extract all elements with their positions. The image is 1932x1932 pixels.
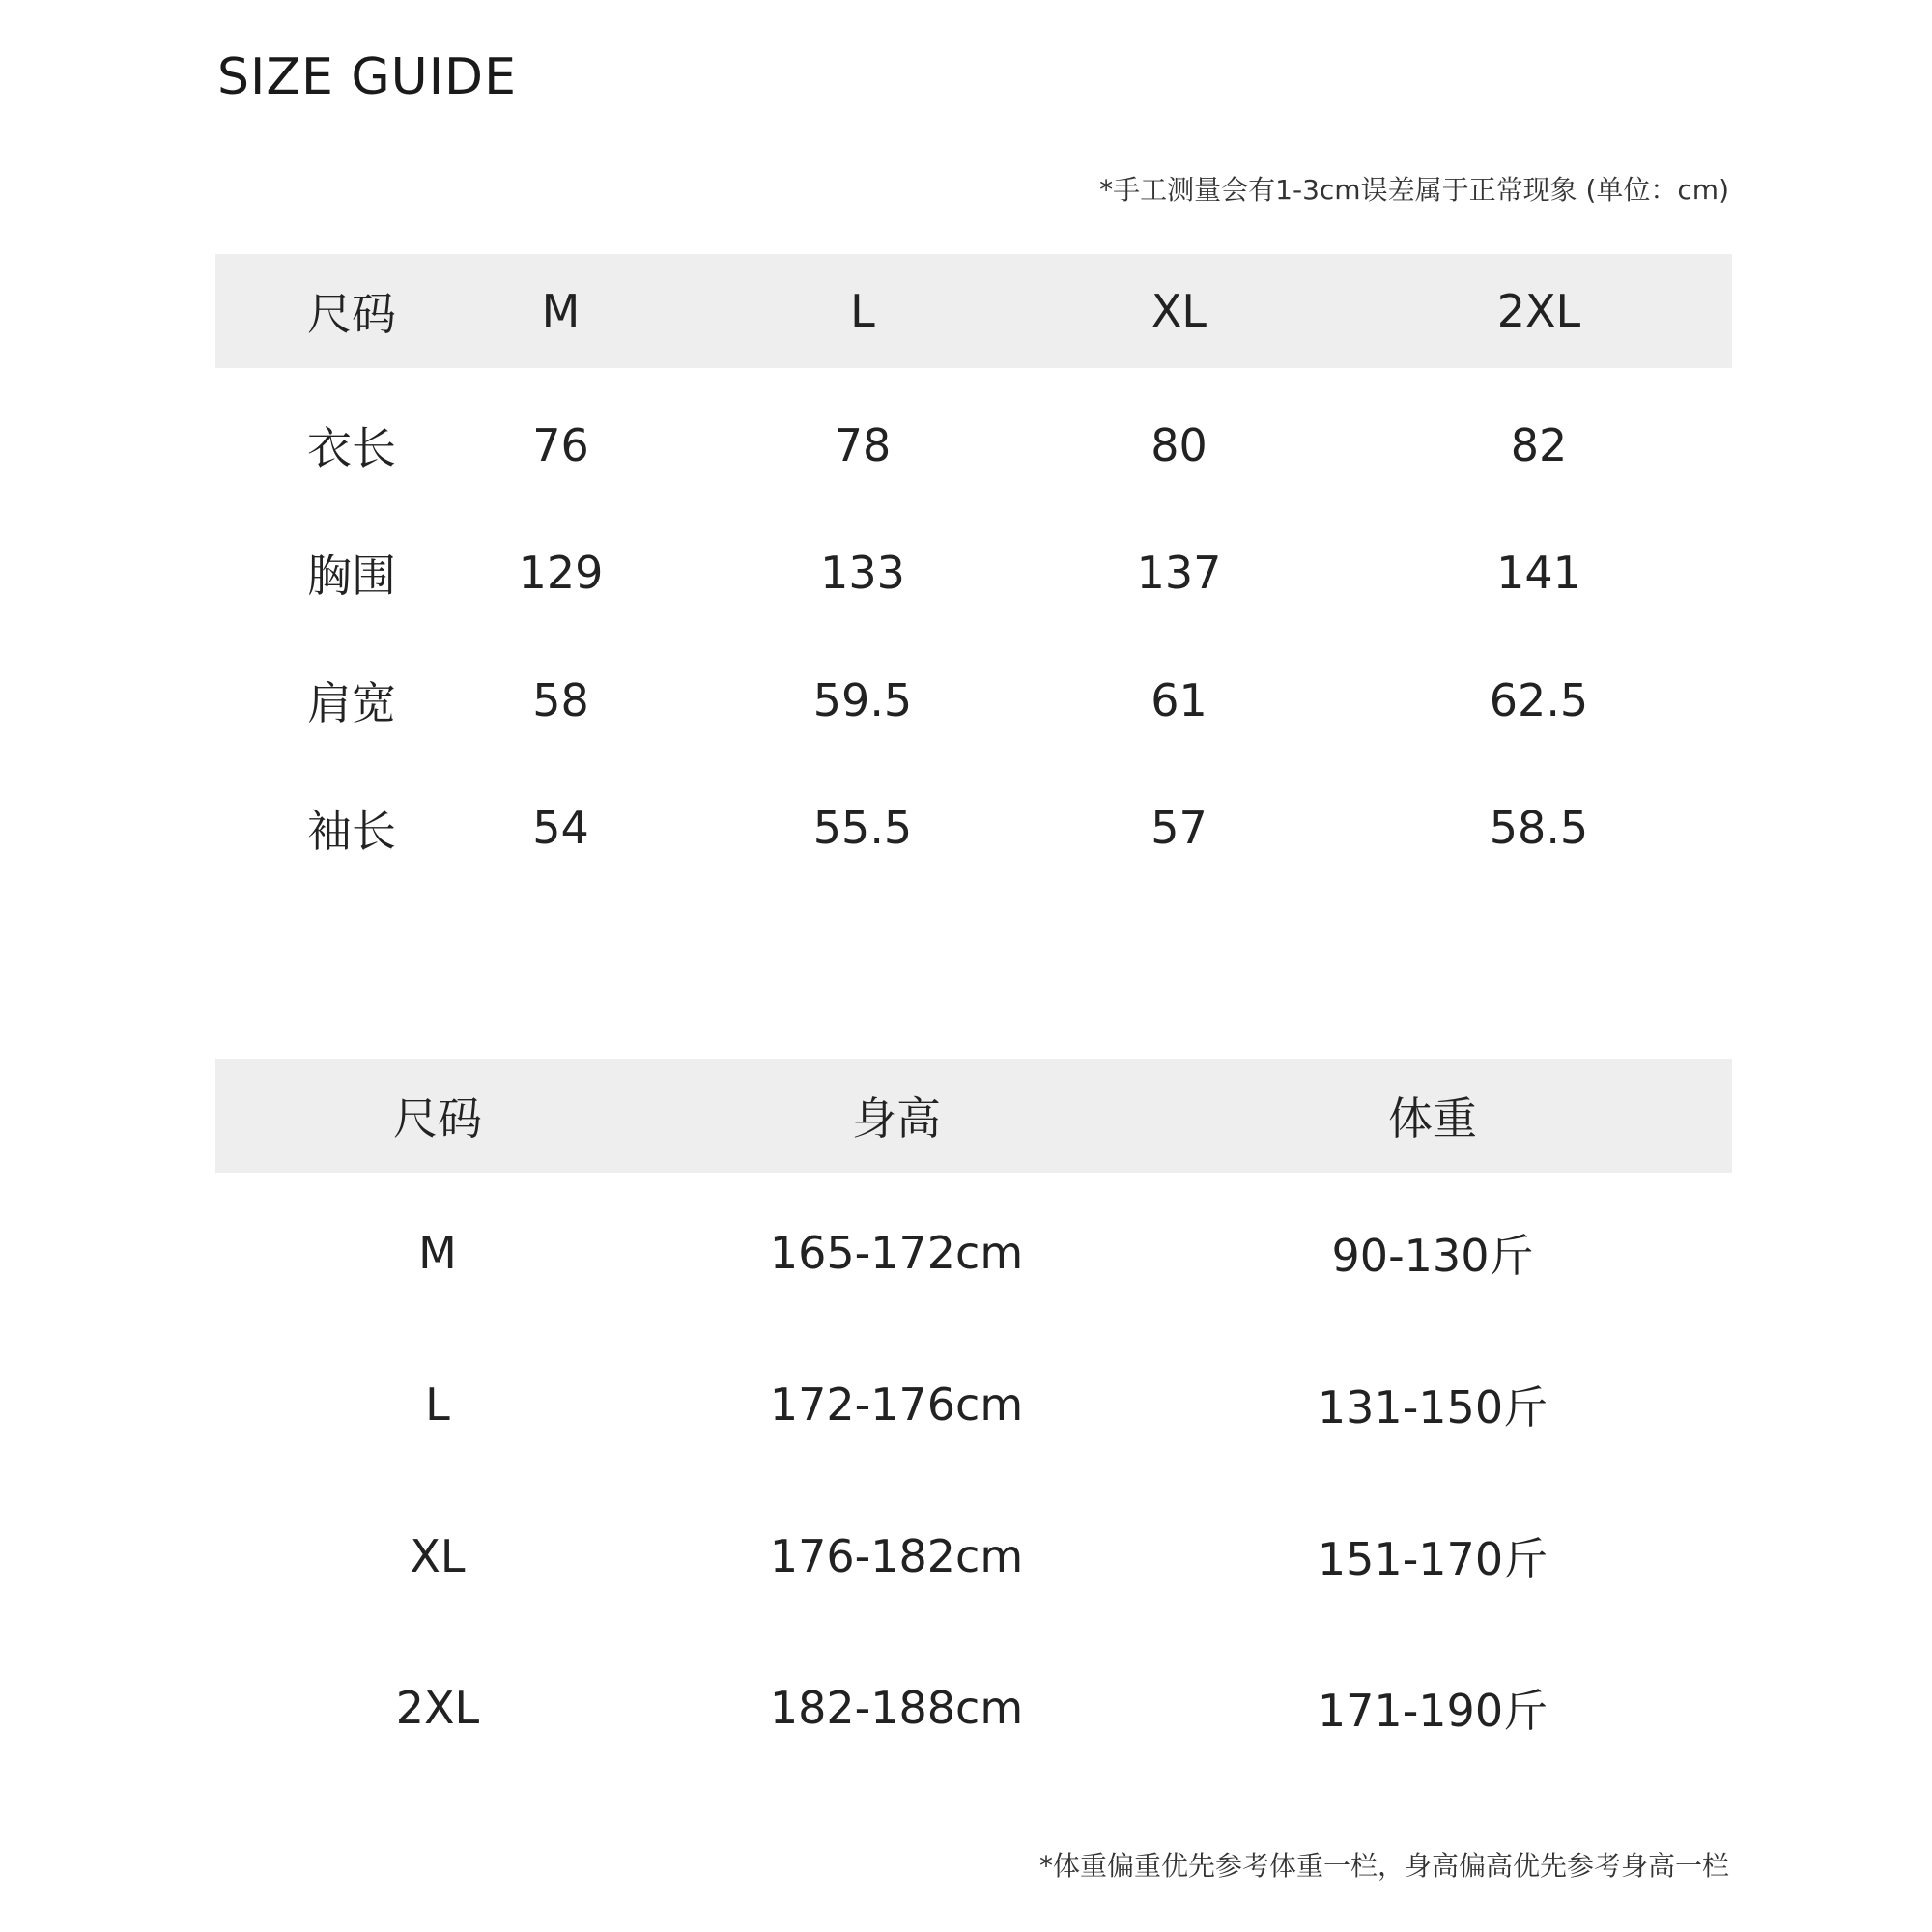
table-row	[215, 637, 1732, 764]
table-row	[215, 1328, 1732, 1480]
header-height: 身高	[852, 1093, 941, 1145]
height-cell: 165-172cm	[769, 1226, 1024, 1279]
row-label-sleeve: 袖长	[307, 805, 396, 857]
table-cell: 137	[1136, 547, 1222, 599]
table-header-row	[215, 1059, 1732, 1173]
height-cell: 182-188cm	[769, 1681, 1024, 1734]
header-size-l: L	[850, 285, 875, 337]
table-cell: 76	[532, 419, 589, 471]
table-row	[215, 1173, 1732, 1328]
table-header-row	[215, 254, 1732, 368]
page-title: SIZE GUIDE	[217, 48, 517, 106]
table-row	[215, 1480, 1732, 1632]
garment-measurement-table	[215, 254, 1732, 892]
size-cell: M	[418, 1226, 457, 1279]
table-row	[215, 368, 1732, 509]
table-cell: 133	[820, 547, 905, 599]
row-label-length: 衣长	[307, 422, 396, 474]
table-cell: 141	[1496, 547, 1581, 599]
table-cell: 62.5	[1489, 674, 1589, 726]
size-cell: 2XL	[395, 1681, 480, 1734]
table-cell: 55.5	[812, 802, 913, 854]
table-cell: 58	[532, 674, 589, 726]
weight-cell: 171-190斤	[1317, 1684, 1548, 1737]
table-cell: 82	[1510, 419, 1568, 471]
table-cell: 61	[1151, 674, 1208, 726]
size-cell: L	[425, 1378, 450, 1431]
size-fit-table	[215, 1059, 1732, 1783]
header-size: 尺码	[307, 288, 396, 340]
header-size: 尺码	[393, 1093, 482, 1145]
weight-cell: 151-170斤	[1317, 1532, 1548, 1585]
height-cell: 172-176cm	[769, 1378, 1024, 1431]
table-cell: 54	[532, 802, 589, 854]
weight-cell: 131-150斤	[1317, 1380, 1548, 1434]
table-cell: 78	[834, 419, 892, 471]
table-cell: 80	[1151, 419, 1208, 471]
fit-note: *体重偏重优先参考体重一栏，身高偏高优先参考身高一栏	[1038, 1850, 1729, 1882]
row-label-shoulder: 肩宽	[307, 677, 396, 729]
table-row	[215, 509, 1732, 637]
row-label-chest: 胸围	[307, 550, 396, 602]
height-cell: 176-182cm	[769, 1529, 1024, 1582]
table-cell: 58.5	[1489, 802, 1589, 854]
table-row	[215, 1632, 1732, 1783]
size-cell: XL	[410, 1529, 466, 1582]
header-size-m: M	[541, 285, 581, 337]
table-row	[215, 764, 1732, 892]
weight-cell: 90-130斤	[1331, 1229, 1534, 1282]
header-size-2xl: 2XL	[1496, 285, 1581, 337]
header-weight: 体重	[1388, 1093, 1477, 1145]
header-size-xl: XL	[1151, 285, 1208, 337]
table-cell: 129	[518, 547, 604, 599]
table-cell: 59.5	[812, 674, 913, 726]
table-cell: 57	[1151, 802, 1208, 854]
measurement-note: *手工测量会有1-3cm误差属于正常现象 (单位：cm)	[1099, 174, 1729, 206]
